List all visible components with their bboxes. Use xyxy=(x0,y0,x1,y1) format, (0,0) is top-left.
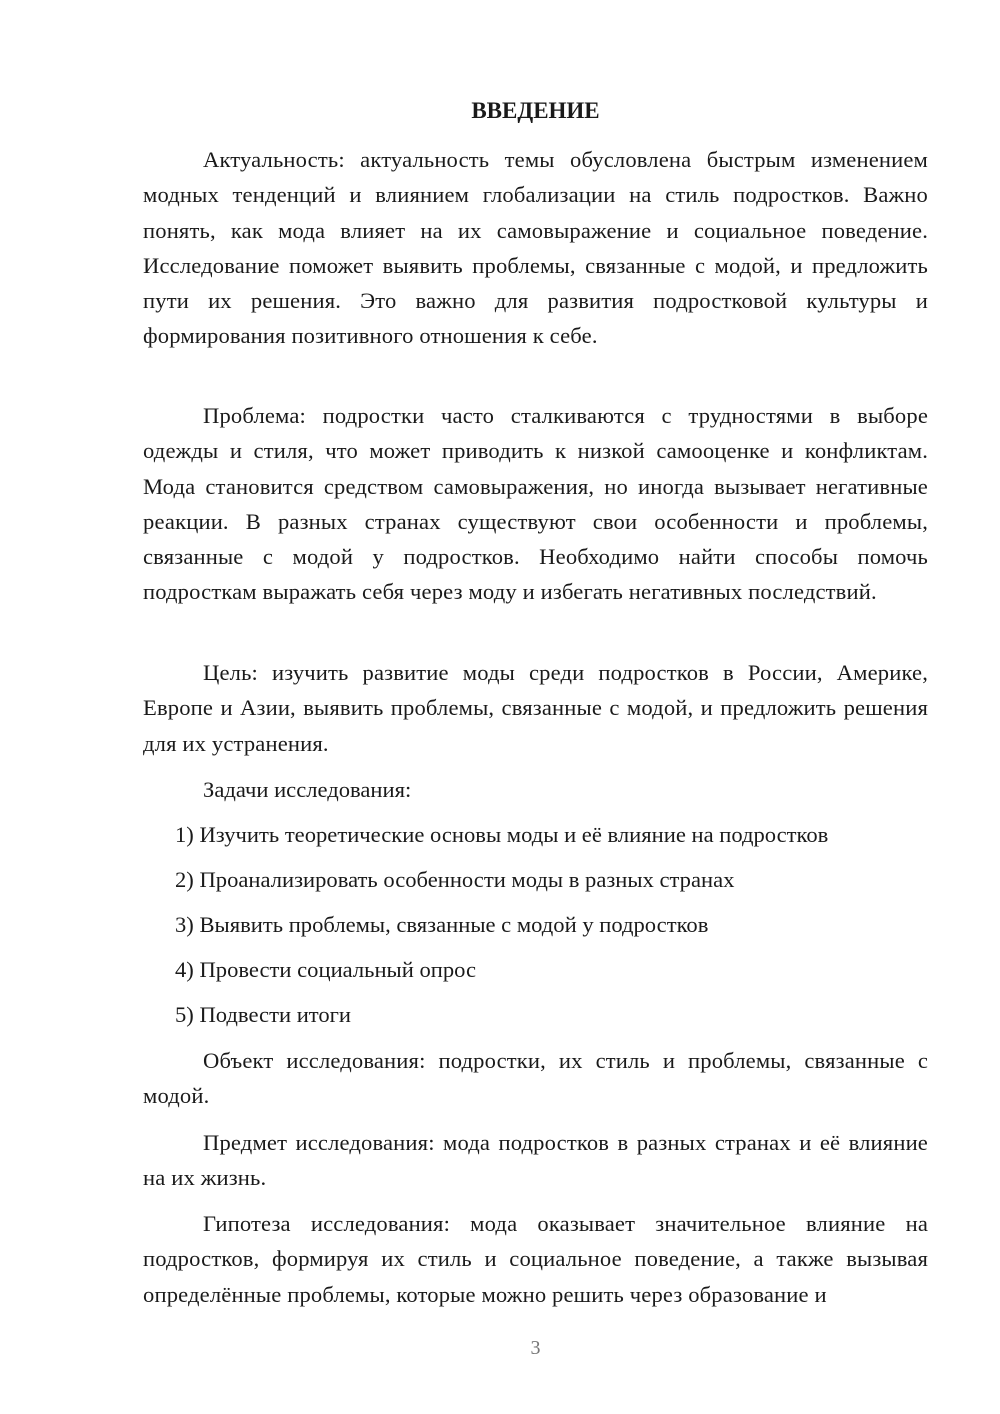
page-number: 3 xyxy=(530,1337,541,1359)
paragraph-hypothesis: Гипотеза исследования: мода оказывает значительное влияние на подростков, формируя их стиль и социальное поведение, а также вызывая определённые проблемы, которые можно решить через образование и xyxy=(143,1211,928,1307)
paragraph-object: Объект исследования: подростки, их стиль и проблемы, связанные с модой. xyxy=(143,1048,928,1109)
task-item: 5) Подвести итоги xyxy=(175,1002,352,1027)
task-item: 3) Выявить проблемы, связанные с модой у подростков xyxy=(175,912,709,937)
paragraph-subject: Предмет исследования: мода подростков в разных странах и её влияние на их жизнь. xyxy=(143,1130,928,1191)
document-title: ВВЕДЕНИЕ xyxy=(471,98,600,123)
paragraph-goal: Цель: изучить развитие моды среди подростков в России, Америке, Европе и Азии, выявить проблемы, связанные с модой, и предложить решения для их устранения. xyxy=(143,660,928,756)
paragraph-problem: Проблема: подростки часто сталкиваются с трудностями в выборе одежды и стиля, что может приводить к низкой самооценке и конфликтам. Мода становится средством самовыражения, но иногда вызывает негативные реакции. В разных странах существуют свои особенности и проблемы, связанные с модой у подростков. Необходимо найти способы помочь подросткам выражать себя через моду и избегать негативных последствий. xyxy=(143,403,928,605)
document-page xyxy=(143,0,928,1414)
tasks-heading: Задачи исследования: xyxy=(203,777,412,802)
task-item: 1) Изучить теоретические основы моды и её влияние на подростков xyxy=(175,822,829,847)
paragraph-relevance: Актуальность: актуальность темы обусловлена быстрым изменением модных тенденций и влиянием глобализации на стиль подростков. Важно понять, как мода влияет на их самовыражение и социальное поведение. Исследование поможет выявить проблемы, связанные с модой, и предложить пути их решения. Это важно для развития подростковой культуры и формирования позитивного отношения к себе. xyxy=(143,147,928,349)
task-item: 2) Проанализировать особенности моды в разных странах xyxy=(175,867,735,892)
task-item: 4) Провести социальный опрос xyxy=(175,957,477,982)
